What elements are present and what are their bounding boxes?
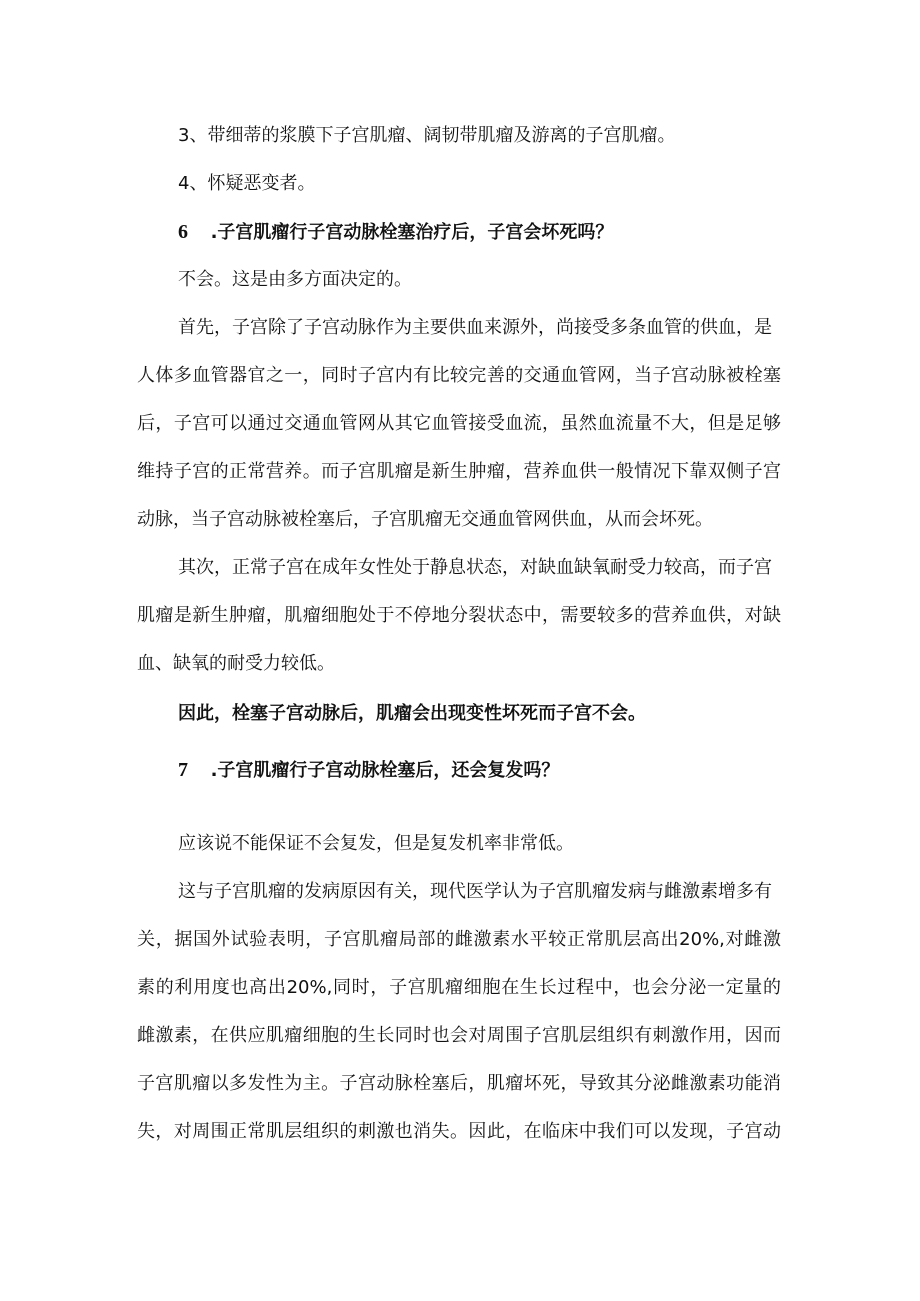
paragraph-line: 维持子宫的正常营养。而子宫肌瘤是新生肿瘤，营养血供一般情况下靠双侧子宫 (137, 461, 781, 482)
paragraph-line: 首先，子宫除了子宫动脉作为主要供血来源外，尚接受多条血管的供血，是 (178, 317, 772, 338)
heading-number: 7 (178, 759, 188, 781)
paragraph-line: 不会。这是由多方面决定的。 (178, 269, 412, 290)
paragraph-line: 素的利用度也高出20%,同时，子宫肌瘤细胞在生长过程中，也会分泌一定量的 (137, 977, 781, 998)
paragraph-line: 雌激素，在供应肌瘤细胞的生长同时也会对周围子宫肌层组织有刺激作用，因而 (137, 1025, 781, 1046)
paragraph-line: 失，对周围正常肌层组织的刺激也消失。因此，在临床中我们可以发现，子宫动 (137, 1121, 781, 1142)
paragraph-line: 人体多血管器官之一，同时子宫内有比较完善的交通血管网，当子宫动脉被栓塞 (137, 365, 781, 386)
paragraph-line: 肌瘤是新生肿瘤，肌瘤细胞处于不停地分裂状态中，需要较多的营养血供，对缺 (137, 605, 781, 626)
section-heading-7 (178, 758, 559, 783)
conclusion-text: 因此，栓塞子宫动脉后，肌瘤会出现变性坏死而子宫不会。 (178, 703, 646, 724)
list-item-4: 4、怀疑恶变者。 (178, 173, 316, 194)
heading-number: 6 (178, 221, 188, 243)
paragraph-line: 应该说不能保证不会复发，但是复发机率非常低。 (178, 833, 574, 854)
heading-text: .子宫肌瘤行子宫动脉栓塞后，还会复发吗？ (210, 760, 560, 781)
section-heading-6 (178, 220, 613, 245)
paragraph-line: 动脉，当子宫动脉被栓塞后，子宫肌瘤无交通血管网供血，从而会坏死。 (137, 509, 713, 530)
paragraph-line: 后，子宫可以通过交通血管网从其它血管接受血流，虽然血流量不大，但是足够 (137, 413, 781, 434)
heading-text: .子宫肌瘤行子宫动脉栓塞治疗后，子宫会坏死吗？ (210, 222, 614, 243)
paragraph-line: 血、缺氧的耐受力较低。 (137, 653, 335, 674)
paragraph-line: 关，据国外试验表明，子宫肌瘤局部的雌激素水平较正常肌层高出20%,对雌激 (137, 929, 781, 950)
paragraph-line: 这与子宫肌瘤的发病原因有关，现代医学认为子宫肌瘤发病与雌激素增多有 (178, 881, 772, 902)
paragraph-line: 子宫肌瘤以多发性为主。子宫动脉栓塞后，肌瘤坏死，导致其分泌雌激素功能消 (137, 1073, 781, 1094)
list-item-3: 3、带细蒂的浆膜下子宫肌瘤、阔韧带肌瘤及游离的子宫肌瘤。 (178, 125, 676, 146)
paragraph-line: 其次，正常子宫在成年女性处于静息状态，对缺血缺氧耐受力较高，而子宫 (178, 557, 772, 578)
